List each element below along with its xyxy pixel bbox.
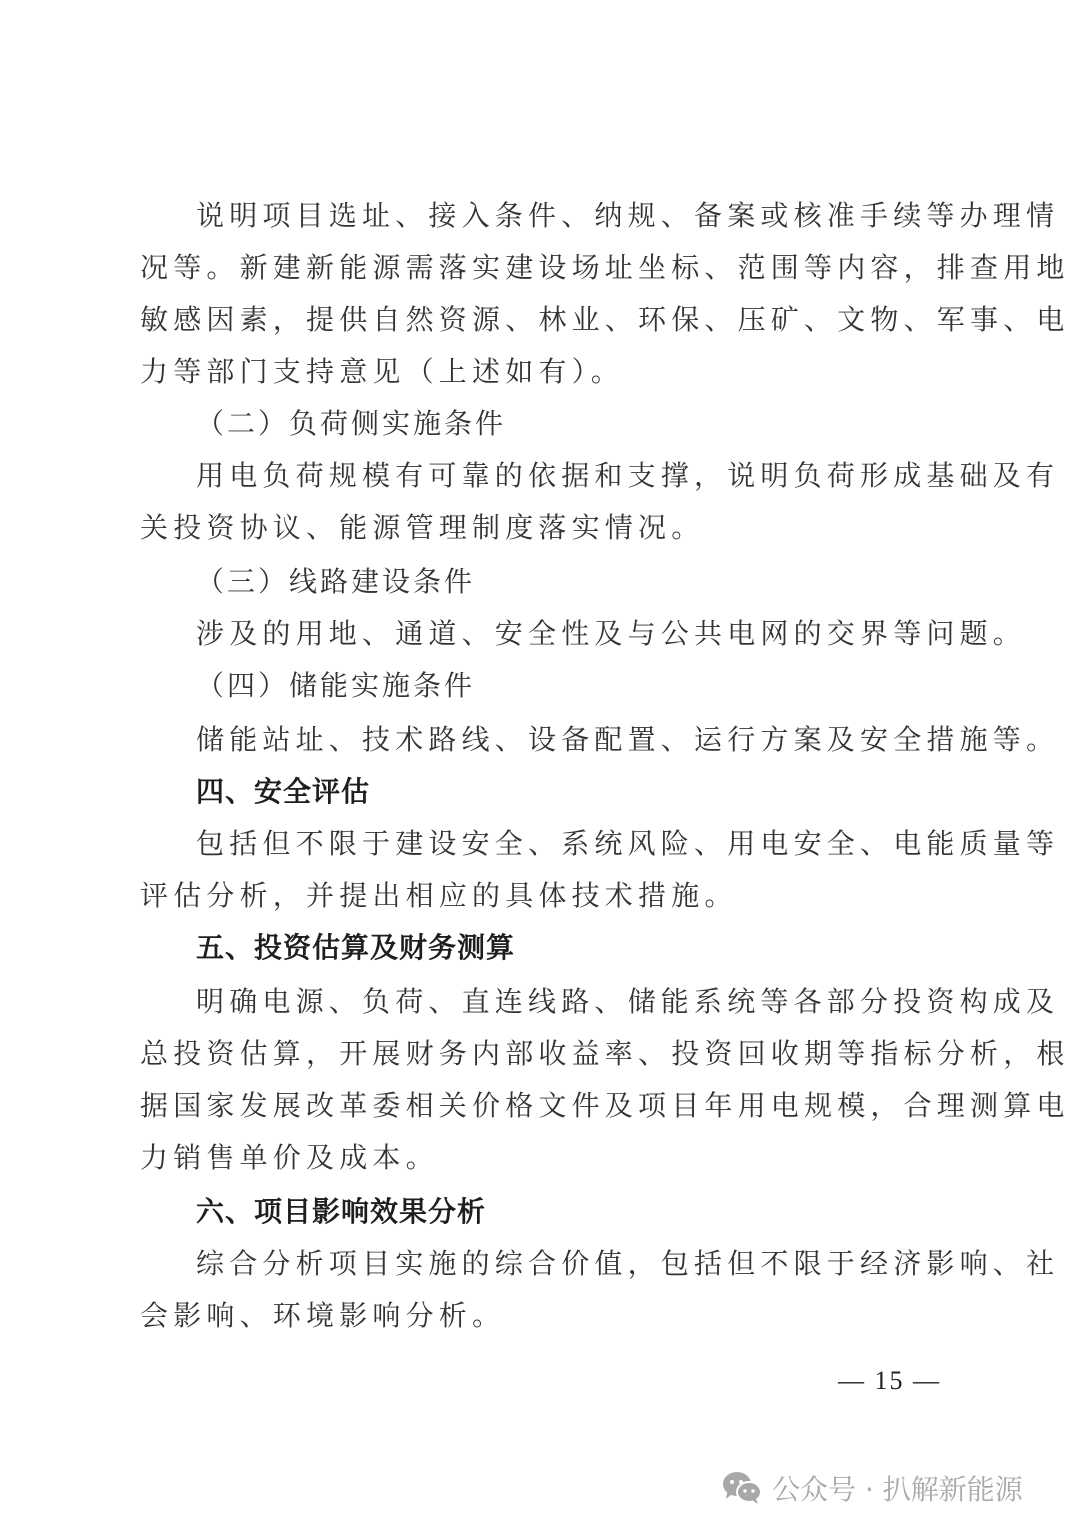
body-text-line: 评估分析，并提出相应的具体技术措施。 xyxy=(140,879,738,912)
body-text-line: 用电负荷规模有可靠的依据和支撑，说明负荷形成基础及有 xyxy=(196,459,1060,492)
subsection-heading: （三）线路建设条件 xyxy=(196,565,476,598)
body-text-line: 况等。新建新能源需落实建设场址坐标、范围等内容，排查用地 xyxy=(140,251,1070,284)
body-text-line: 力销售单价及成本。 xyxy=(140,1141,439,1174)
section-heading: 四、安全评估 xyxy=(196,775,371,808)
subsection-heading: （二）负荷侧实施条件 xyxy=(196,407,507,440)
subsection-heading: （四）储能实施条件 xyxy=(196,669,476,702)
section-heading: 六、项目影响效果分析 xyxy=(196,1195,487,1228)
body-text-line: 力等部门支持意见（上述如有）。 xyxy=(140,355,625,388)
body-text-line: 关投资协议、能源管理制度落实情况。 xyxy=(140,511,705,544)
watermark-text: 公众号 · 扒解新能源 xyxy=(772,1473,1023,1506)
body-text-line: 储能站址、技术路线、设备配置、运行方案及安全措施等。 xyxy=(196,723,1060,756)
body-text-line: 包括但不限于建设安全、系统风险、用电安全、电能质量等 xyxy=(196,827,1060,860)
body-text-line: 总投资估算，开展财务内部收益率、投资回收期等指标分析，根 xyxy=(140,1037,1070,1070)
wechat-icon xyxy=(722,1471,762,1505)
page-number: — 15 — xyxy=(838,1366,941,1395)
body-text-line: 敏感因素，提供自然资源、林业、环保、压矿、文物、军事、电 xyxy=(140,303,1070,336)
watermark xyxy=(722,1466,1023,1510)
body-text-line: 说明项目选址、接入条件、纳规、备案或核准手续等办理情 xyxy=(196,199,1060,232)
body-text-line: 涉及的用地、通道、安全性及与公共电网的交界等问题。 xyxy=(196,617,1027,650)
body-text-line: 明确电源、负荷、直连线路、储能系统等各部分投资构成及 xyxy=(196,985,1060,1018)
body-text-line: 据国家发展改革委相关价格文件及项目年用电规模，合理测算电 xyxy=(140,1089,1070,1122)
body-text-line: 综合分析项目实施的综合价值，包括但不限于经济影响、社 xyxy=(196,1247,1060,1280)
section-heading: 五、投资估算及财务测算 xyxy=(196,931,516,964)
body-text-line: 会影响、环境影响分析。 xyxy=(140,1299,506,1332)
